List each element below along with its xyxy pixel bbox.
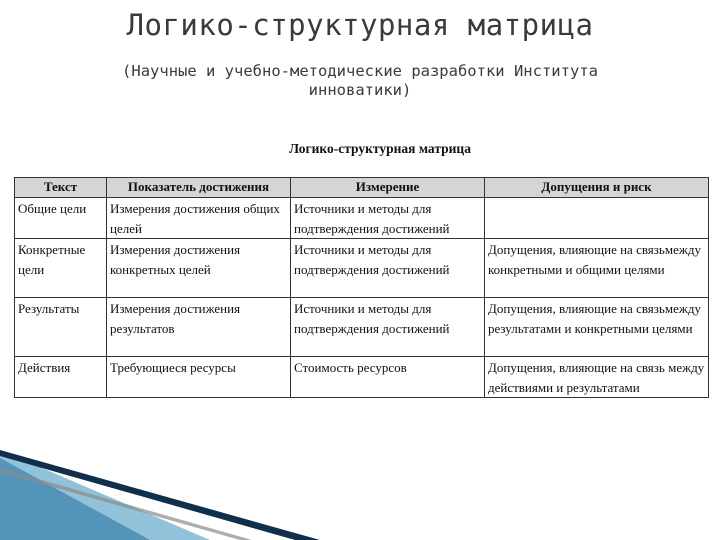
cell-measurement: Стоимость ресурсов [291, 357, 485, 398]
header-assumptions: Допущения и риск [485, 178, 709, 198]
cell-text: Общие цели [15, 198, 107, 239]
cell-indicator: Измерения достижения общих целей [107, 198, 291, 239]
cell-text: Действия [15, 357, 107, 398]
slide-decoration [0, 450, 720, 540]
cell-text: Результаты [15, 298, 107, 357]
slide-subtitle: (Научные и учебно-методические разработки Института инноватики) [122, 62, 598, 99]
cell-assumptions: Допущения, влияющие на связь между действиями и результатами [485, 357, 709, 398]
cell-indicator: Измерения достижения результатов [107, 298, 291, 357]
cell-indicator: Требующиеся ресурсы [107, 357, 291, 398]
cell-assumptions: Допущения, влияющие на связьмежду результатами и конкретными целями [485, 298, 709, 357]
table-header-row [15, 178, 709, 198]
cell-measurement: Источники и методы для подтверждения достижений [291, 239, 485, 298]
cell-measurement: Источники и методы для подтверждения достижений [291, 298, 485, 357]
table-row [15, 298, 709, 357]
header-measurement: Измерение [291, 178, 485, 198]
cell-assumptions: Допущения, влияющие на связьмежду конкретными и общими целями [485, 239, 709, 298]
table-row [15, 198, 709, 239]
table-row [15, 357, 709, 398]
cell-assumptions [485, 198, 709, 239]
table-row [15, 239, 709, 298]
header-indicator: Показатель достижения [107, 178, 291, 198]
cell-text: Конкретные цели [15, 239, 107, 298]
cell-measurement: Источники и методы для подтверждения достижений [291, 198, 485, 239]
table-caption: Логико-структурная матрица [289, 141, 471, 156]
header-text: Текст [15, 178, 107, 198]
cell-indicator: Измерения достижения конкретных целей [107, 239, 291, 298]
logframe-table [14, 177, 709, 398]
slide-title: Логико-структурная матрица [126, 8, 594, 42]
